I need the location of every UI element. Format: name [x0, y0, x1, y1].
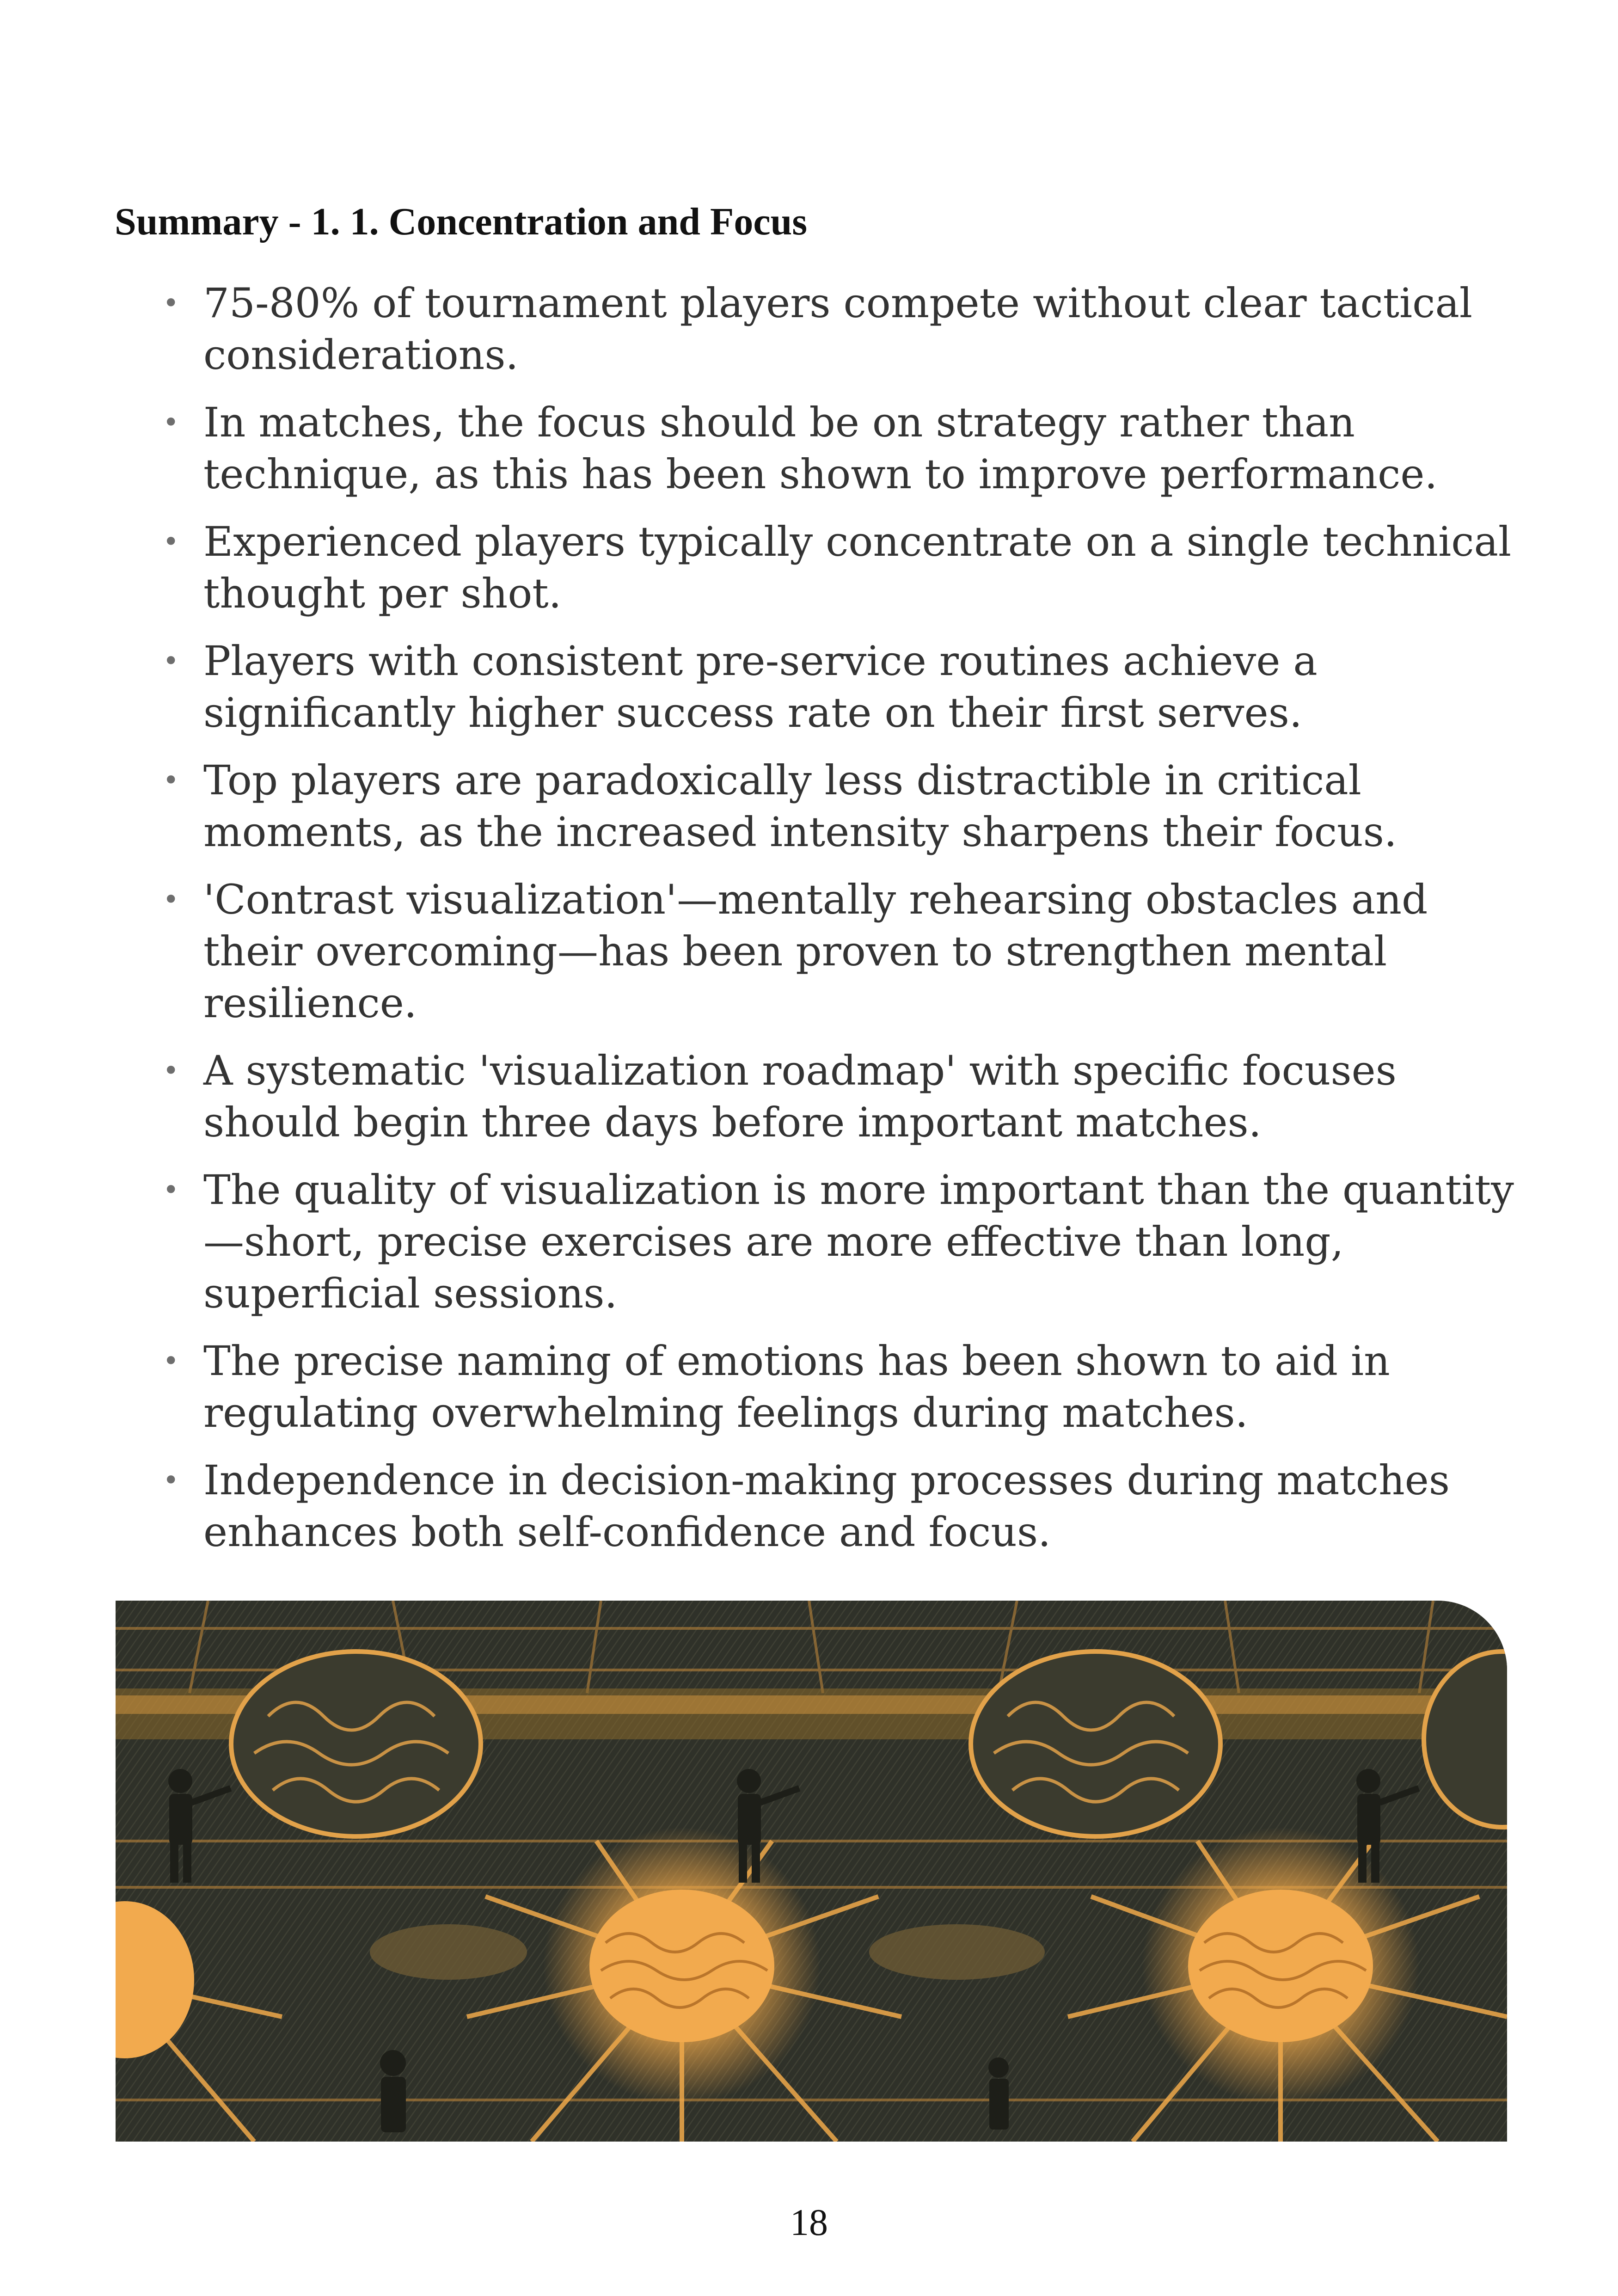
list-item-text: 'Contrast visualization'—mentally rehearsing obstacles and their overcoming—has been proven to strengthen mental resilience.	[203, 876, 1428, 1027]
brain-illustration-svg	[116, 1601, 1507, 2142]
player-icon	[988, 2057, 1009, 2130]
list-item-text: A systematic 'visualization roadmap' with specific focuses should begin three days before important matches.	[203, 1047, 1397, 1146]
glowing-brain-icon	[1188, 1890, 1373, 2042]
bullet-icon: •	[163, 884, 179, 916]
list-item-text: The precise naming of emotions has been shown to aid in regulating overwhelming feelings during matches.	[203, 1337, 1390, 1437]
list-item-text: Experienced players typically concentrate on a single technical thought per shot.	[203, 518, 1512, 617]
list-item	[157, 1164, 1516, 1320]
list-item-text: Top players are paradoxically less distractible in critical moments, as the increased intensity sharpens their focus.	[203, 756, 1397, 856]
list-item	[157, 635, 1516, 739]
list-item-text: In matches, the focus should be on strategy rather than technique, as this has been shown to improve performance.	[203, 399, 1438, 498]
bullet-icon: •	[163, 645, 179, 677]
list-item	[157, 516, 1516, 620]
brain-illustration	[116, 1601, 1507, 2142]
glowing-brain-icon	[589, 1890, 774, 2042]
list-item-text: Independence in decision-making processes during matches enhances both self-confidence and focus.	[203, 1456, 1450, 1556]
list-item-text: 75-80% of tournament players compete without clear tactical considerations.	[203, 279, 1473, 379]
bullet-icon: •	[163, 1345, 179, 1377]
list-item	[157, 1335, 1516, 1439]
bullet-icon: •	[163, 526, 179, 558]
summary-list	[157, 277, 1516, 1574]
player-icon	[380, 2050, 406, 2132]
bullet-icon: •	[163, 764, 179, 797]
list-item-text: The quality of visualization is more important than the quantity—short, precise exercises are more effective than long, superficial sessions.	[203, 1166, 1514, 1317]
list-item	[157, 1455, 1516, 1558]
list-item	[157, 755, 1516, 858]
bullet-icon: •	[163, 287, 179, 319]
bullet-icon: •	[163, 1174, 179, 1206]
page-heading: Summary - 1. 1. Concentration and Focus	[115, 200, 808, 243]
bullet-icon: •	[163, 406, 179, 439]
bullet-icon: •	[163, 1464, 179, 1497]
page-number: 18	[790, 2201, 828, 2243]
list-item	[157, 277, 1516, 381]
bullet-icon: •	[163, 1055, 179, 1087]
list-item	[157, 874, 1516, 1029]
list-item	[157, 397, 1516, 500]
list-item	[157, 1045, 1516, 1148]
list-item-text: Players with consistent pre-service routines achieve a significantly higher success rate on their first serves.	[203, 637, 1318, 737]
